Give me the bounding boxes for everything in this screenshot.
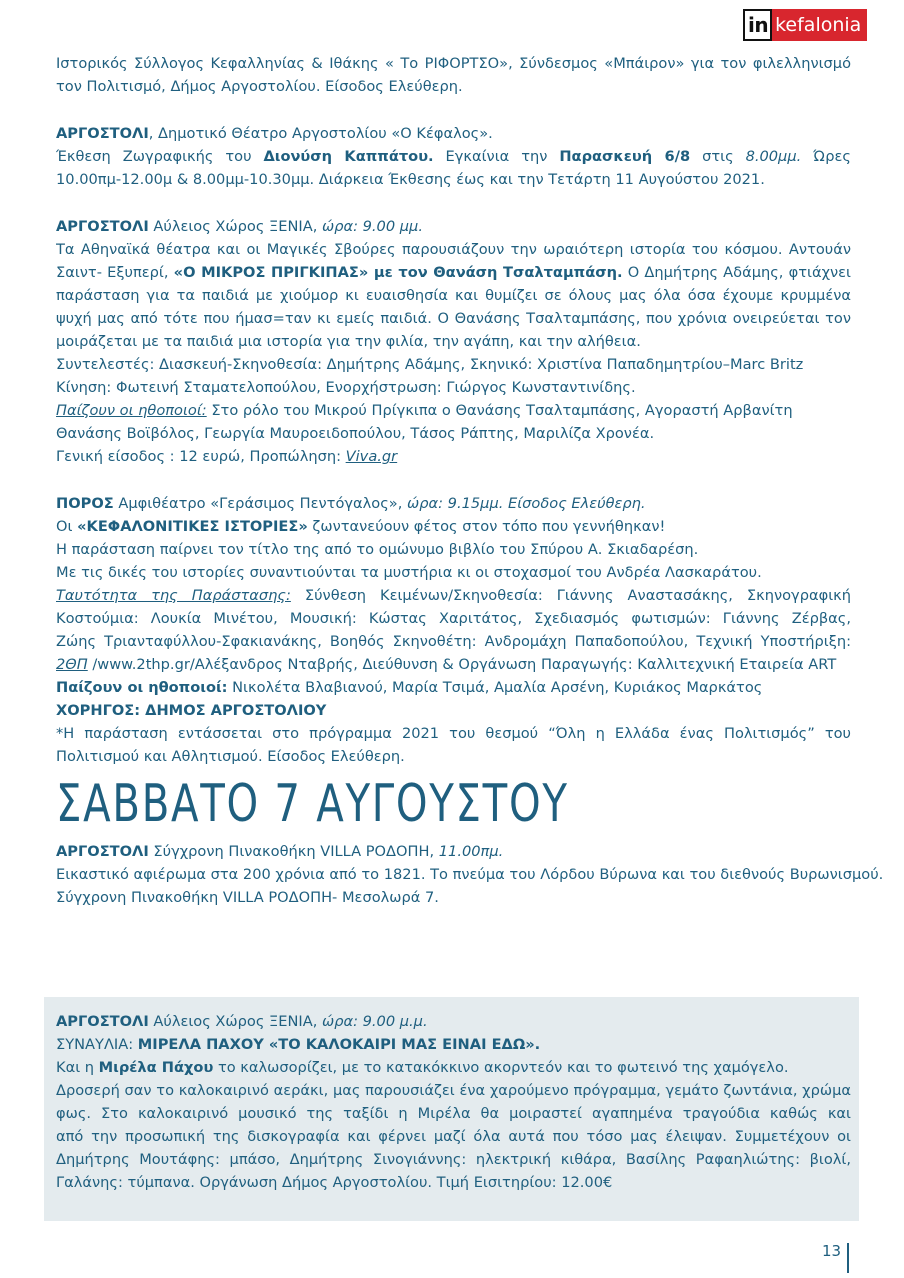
event-venue: Σύγχρονη Πινακοθήκη VILLA ΡΟΔΟΠΗ,: [148, 843, 439, 860]
event-description-line: Η παράσταση παίρνει τον τίτλο της από το ομώνυμο βιβλίο του Σπύρου Α. Σκιαδαρέση.: [56, 541, 699, 558]
text: Γενική είσοδος : 12 ευρώ, Προπώληση:: [56, 448, 346, 465]
show-title: «Ο ΜΙΚΡΟΣ ΠΡΙΓΚΙΠΑΣ» με τον Θανάση Τσαλταμπάση.: [173, 264, 623, 281]
page-number: 13: [822, 1242, 842, 1260]
event-ticket-line: [56, 445, 851, 468]
text: Εγκαίνια την: [433, 148, 560, 165]
event-credits-line: Συντελεστές: Διασκευή-Σκηνοθεσία: Δημήτρης Αδάμης, Σκηνικό: Χριστίνα Παπαδημητρίου–Marc Britz: [56, 356, 804, 373]
spacer: [56, 98, 851, 122]
day-heading: ΣΑΒΒΑΤΟ 7 ΑΥΓΟΥΣΤΟΥ: [56, 774, 569, 834]
event-venue: Αύλειος Χώρος ΞΕΝΙΑ,: [148, 218, 322, 235]
p1-line1: Ιστορικός Σύλλογος Κεφαλληνίας & Ιθάκης « Το ΡΙΦΟΡΤΣΟ», Σύνδεσμος «Μπάιρον» για τον φιλελληνισμό: [56, 55, 851, 72]
text: Οι: [56, 518, 78, 535]
event-description-line: Εικαστικό αφιέρωμα στα 200 χρόνια από το 1821. Το πνεύμα του Λόρδου Βύρωνα και του διεθνούς Βυρωνισμού.: [56, 866, 884, 883]
cast-label: Παίζουν οι ηθοποιοί:: [56, 402, 207, 419]
text: Ο Δημήτρης Αδάμης, φτιάχνει: [627, 264, 851, 281]
event-hours-line: 10.00πμ-12.00μ & 8.00μμ-10.30μμ. Διάρκεια Έκθεσης έως και την Τετάρτη 11 Αυγούστου 2021.: [56, 171, 765, 188]
text: Σαιντ- Εξυπερί,: [56, 264, 174, 281]
event-argostoli-exhibition-header: [56, 122, 851, 145]
event-description-line: παράσταση για τα παιδιά με χιούμορ κι ευαισθησία και θυμίζει σε όλους μας όλα όσα έχουμε κρυμμένα: [56, 287, 851, 304]
event-description-line: από την προσωπική της δισκογραφία και φέρνει μαζί όλα αυτά που τόσο μας έλειψαν. Συμμετέχουν οι: [56, 1128, 851, 1145]
event-description-line: [56, 515, 851, 538]
event-time: ώρα: 9.00 μμ.: [321, 218, 423, 235]
p1-line2: τον Πολιτισμό, Δήμος Αργοστολίου. Είσοδος Ελεύθερη.: [56, 78, 463, 95]
event-venue: Αύλειος Χώρος ΞΕΝΙΑ,: [148, 1013, 322, 1030]
event-description-line: μοιράζεται με τα παιδιά μια ιστορία για την φιλία, την αγάπη, και την αλήθεια.: [56, 333, 641, 350]
text: το καλωσορίζει, με το κατακόκκινο ακορντεόν και το φωτεινό της χαμόγελο.: [213, 1059, 789, 1076]
opening-date: Παρασκευή 6/8: [559, 148, 691, 165]
event-note-line: *Η παράσταση εντάσσεται στο πρόγραμμα 2021 του θεσμού “Όλη η Ελλάδα ένας Πολιτισμός” του: [56, 725, 851, 742]
event-cast-line: [56, 676, 851, 699]
theatre-link[interactable]: 2ΘΠ: [56, 656, 88, 673]
event-poros-header: [56, 492, 851, 515]
text: ζωντανεύουν φέτος στον τόπο που γεννήθηκαν!: [307, 518, 666, 535]
artist-name: Διονύση Καππάτου.: [263, 148, 434, 165]
event-credits-line: [56, 584, 851, 607]
event-time: ώρα: 9.00 μ.μ.: [321, 1013, 428, 1030]
event-venue: , Δημοτικό Θέατρο Αργοστολίου «Ο Κέφαλος».: [148, 125, 493, 142]
event-location: ΠΟΡΟΣ: [56, 495, 114, 512]
event-description-line: Δημήτρης Μουτάφης: μπάσο, Δημήτρης Σινογιάννης: ηλεκτρική κιθάρα, Βασίλης Ραφαηλιώτης: βιολί,: [56, 1151, 851, 1168]
event-location: ΑΡΓΟΣΤΟΛΙ: [56, 218, 149, 235]
text: Σύνθεση Κειμένων/Σκηνοθεσία: Γιάννης Αναστασάκης, Σκηνογραφική: [304, 587, 851, 604]
event-description-line: [56, 261, 851, 284]
concert-title: ΜΙΡΕΛΑ ΠΑΧΟΥ «ΤΟ ΚΑΛΟΚΑΙΡΙ ΜΑΣ ΕΙΝΑΙ ΕΔΩ».: [137, 1036, 541, 1053]
spacer: [56, 468, 851, 492]
event-description-line: Δροσερή σαν το καλοκαιρινό αεράκι, μας παρουσιάζει ένα χαρούμενο πρόγραμμα, γεμάτο ζωντάνια, χρώμα: [56, 1082, 851, 1099]
event-location: ΑΡΓΟΣΤΟΛΙ: [56, 125, 149, 142]
event-description-line: φως. Στο καλοκαιρινό μουσικό της ταξίδι η Μιρέλα θα μοιραστεί αγαπημένα τραγούδια καθώς και: [56, 1105, 851, 1122]
text: /www.2thp.gr/Αλέξανδρος Νταβρής, Διεύθυνση & Οργάνωση Παραγωγής: Καλλιτεχνική Εταιρεία ART: [87, 656, 837, 673]
text: στις: [690, 148, 746, 165]
event-description-line: Με τις δικές του ιστορίες συναντιούνται τα μυστήρια κι οι στοχασμοί του Ανδρέα Λασκαράτου.: [56, 564, 762, 581]
event-credits-line: Κίνηση: Φωτεινή Σταματελοπούλου, Ενορχήστρωση: Γιώργος Κωνσταντινίδης.: [56, 379, 636, 396]
article-body: [56, 52, 884, 909]
concert-title-line: [56, 1033, 851, 1056]
event-note-line: Πολιτισμού και Αθλητισμού. Είσοδος Ελεύθερη.: [56, 748, 405, 765]
event-location: ΑΡΓΟΣΤΟΛΙ: [56, 1013, 149, 1030]
page-number-divider: [847, 1243, 849, 1273]
event-description-line: [56, 145, 851, 168]
presale-link[interactable]: Viva.gr: [345, 448, 398, 465]
event-time: 11.00πμ.: [438, 843, 504, 860]
text: Έκθεση Ζωγραφικής του: [56, 148, 264, 165]
event-concert-header: [56, 1010, 851, 1033]
event-sponsor-line: ΧΟΡΗΓΟΣ: ΔΗΜΟΣ ΑΡΓΟΣΤΟΛΙΟΥ: [56, 702, 327, 719]
event-description-line: Σύγχρονη Πινακοθήκη VILLA ΡΟΔΟΠΗ- Μεσολωρά 7.: [56, 889, 439, 906]
event-time: ώρα: 9.15μμ. Είσοδος Ελεύθερη.: [407, 495, 646, 512]
spacer: [56, 191, 851, 215]
text: Στο ρόλο του Μικρού Πρίγκιπα ο Θανάσης Τσαλταμπάσης, Αγοραστή Αρβανίτη: [206, 402, 793, 419]
credits-label: Ταυτότητα της Παράστασης:: [56, 587, 291, 604]
event-cast-line: Θανάσης Βοϊβόλος, Γεωργία Μαυροειδοπούλου, Τάσος Ράπτης, Μαριλίζα Χρονέα.: [56, 425, 655, 442]
event-little-prince-header: [56, 215, 851, 238]
event-credits-line: [56, 653, 851, 676]
event-description-line: ψυχή μας από τότε που ήμασ=ταν κι εμείς παιδιά. Ο Θανάσης Τσαλταμπάσης, που χρόνια ονειρεύεται τον: [56, 310, 851, 327]
event-description-line: Γαλάνης: τύμπανα. Οργάνωση Δήμος Αργοστολίου. Τιμή Εισιτηρίου: 12.00€: [56, 1174, 613, 1191]
text: Και η: [56, 1059, 99, 1076]
artist-name: Μιρέλα Πάχου: [98, 1059, 214, 1076]
logo-kefalonia-text: kefalonia: [772, 9, 867, 41]
opening-time: 8.00μμ.: [745, 148, 802, 165]
site-logo: [743, 9, 867, 41]
event-description-line: Τα Αθηναϊκά θέατρα και οι Μαγικές Σβούρες παρουσιάζουν την ωραιότερη ιστορία του κόσμου. Αντουάν: [56, 241, 851, 258]
event-credits-line: Ζώης Τριανταφύλλου-Σφακιανάκης, Βοηθός Σκηνοθέτη: Ανδρομάχη Παπαδοπούλου, Τεχνική Υποστήριξη:: [56, 633, 851, 650]
text: ΣΥΝΑΥΛΙΑ:: [56, 1036, 138, 1053]
cast-label: Παίζουν οι ηθοποιοί:: [56, 679, 228, 696]
event-venue: Αμφιθέατρο «Γεράσιμος Πεντόγαλος»,: [113, 495, 407, 512]
event-villa-rodopi-header: [56, 840, 851, 863]
event-credits-line: Κοστούμια: Λουκία Μινέτου, Μουσική: Κώστας Χαριτάτος, Σχεδιασμός φωτισμών: Γιάννης Ζέρβας,: [56, 610, 851, 627]
text: Ώρες: [813, 148, 851, 165]
text: Νικολέτα Βλαβιανού, Μαρία Τσιμά, Αμαλία Αρσένη, Κυριάκος Μαρκάτος: [227, 679, 763, 696]
show-title: «ΚΕΦΑΛΟΝΙΤΙΚΕΣ ΙΣΤΟΡΙΕΣ»: [77, 518, 308, 535]
event-cast-line: [56, 399, 851, 422]
logo-in-text: in: [743, 9, 772, 41]
concert-event: [56, 1010, 851, 1194]
event-location: ΑΡΓΟΣΤΟΛΙ: [56, 843, 149, 860]
event-description-line: [56, 1056, 851, 1079]
